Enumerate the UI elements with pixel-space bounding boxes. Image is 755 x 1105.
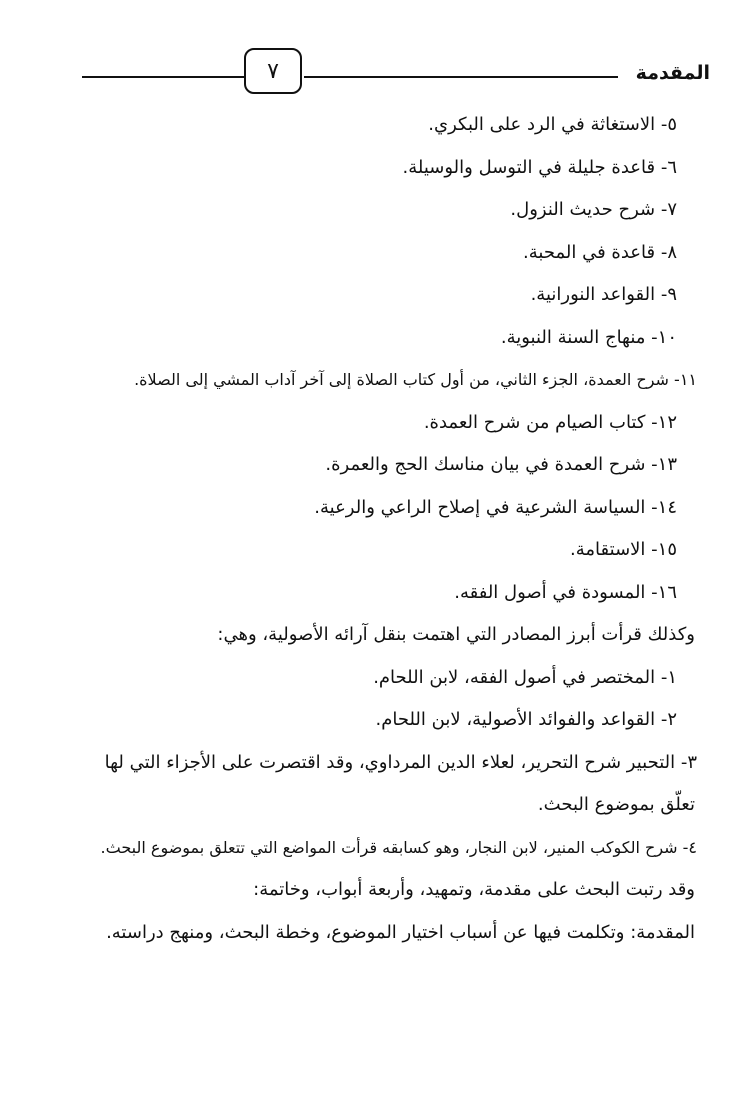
list-item: ٥- الاستغاثة في الرد على البكري. <box>428 114 677 135</box>
list-item: ٨- قاعدة في المحبة. <box>523 241 677 263</box>
page-header <box>70 48 710 100</box>
list-item: ٦- قاعدة جليلة في التوسل والوسيلة. <box>402 156 677 178</box>
list-item: ١٢- كتاب الصيام من شرح العمدة. <box>423 411 677 433</box>
paragraph: وقد رتبت البحث على مقدمة، وتمهيد، وأربعة أبواب، وخاتمة: <box>253 879 695 900</box>
list-item: ٤- شرح الكوكب المنير، لابن النجار، وهو كسابقه قرأت المواضع التي تتعلق بموضوع البحث. <box>100 837 697 857</box>
list-item-continuation: تعلّق بموضوع البحث. <box>537 794 695 815</box>
list-item: ٧- شرح حديث النزول. <box>510 199 677 220</box>
list-item: ١٤- السياسة الشرعية في إصلاح الراعي والرعية. <box>314 496 677 518</box>
list-item: ١٥- الاستقامة. <box>570 539 677 560</box>
list-item: ٣- التحبير شرح التحرير، لعلاء الدين المرداوي، وقد اقتصرت على الأجزاء التي لها <box>104 751 697 773</box>
header-rule-left <box>82 76 244 78</box>
page-body <box>77 104 697 954</box>
page-number-badge: ٧ <box>244 48 302 94</box>
list-item: ١٠- منهاج السنة النبوية. <box>500 326 677 348</box>
list-item: ٩- القواعد النورانية. <box>530 284 677 305</box>
paragraph: وكذلك قرأت أبرز المصادر التي اهتمت بنقل آرائه الأصولية، وهي: <box>217 624 695 645</box>
list-item: ١١- شرح العمدة، الجزء الثاني، من أول كتاب الصلاة إلى آخر آداب المشي إلى الصلاة. <box>134 370 697 389</box>
list-item: ١٣- شرح العمدة في بيان مناسك الحج والعمرة. <box>325 454 677 475</box>
header-rule-right <box>304 76 618 78</box>
paragraph: المقدمة: وتكلمت فيها عن أسباب اختيار الموضوع، وخطة البحث، ومنهج دراسته. <box>106 921 695 943</box>
list-item: ١- المختصر في أصول الفقه، لابن اللحام. <box>373 666 677 688</box>
chapter-title: المقدمة <box>635 62 710 84</box>
list-item: ٢- القواعد والفوائد الأصولية، لابن اللحام. <box>375 709 677 730</box>
list-item: ١٦- المسودة في أصول الفقه. <box>454 581 677 603</box>
